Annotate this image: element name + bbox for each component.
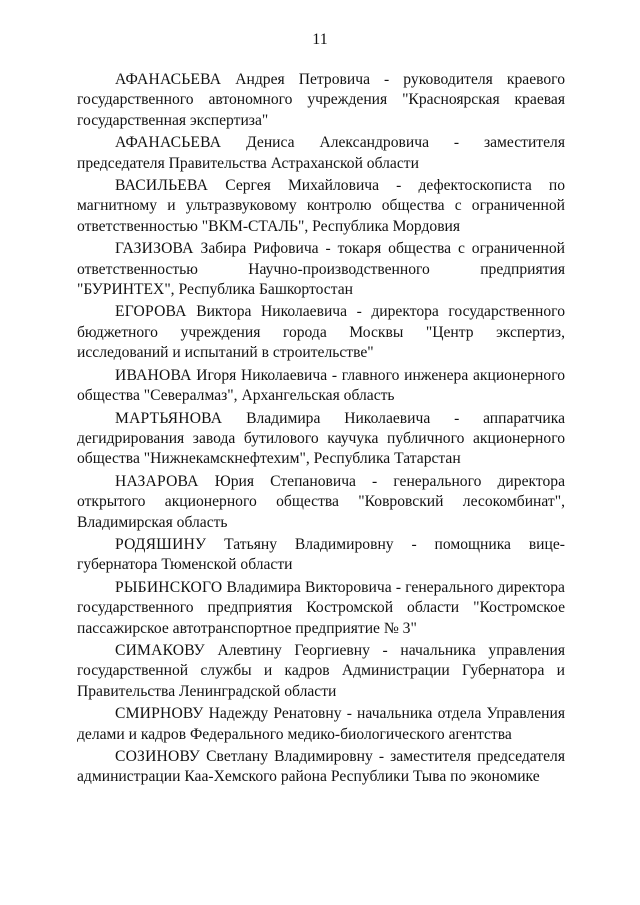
entry-text: Надежду Ренатовну - начальника отдела Управления делами и кадров Федерального медико-биологического агентства	[77, 705, 565, 743]
entry-surname: МАРТЬЯНОВА	[115, 409, 223, 427]
list-item	[77, 535, 565, 576]
entry-surname: РОДЯШИНУ	[115, 535, 207, 553]
list-item	[77, 70, 565, 131]
entry-text: Андрея Петровича - руководителя краевого государственного автономного учреждения "Красноярская краевая государственная экспертиза"	[77, 71, 565, 129]
award-list	[77, 70, 565, 790]
entry-text: Юрия Степановича - генерального директора открытого акционерного общества "Ковровский лесокомбинат", Владимирская область	[77, 472, 565, 531]
entry-surname: СМИРНОВУ	[115, 705, 204, 723]
list-item	[77, 133, 565, 174]
list-item	[77, 641, 565, 702]
entry-text: Виктора Николаевича - директора государственного бюджетного учреждения города Москвы "Центр экспертиз, исследований и испытаний в строительстве"	[77, 303, 565, 362]
entry-surname: ИВАНОВА	[115, 366, 192, 384]
entry-surname: АФАНАСЬЕВА	[115, 134, 222, 152]
entry-surname: ГАЗИЗОВА	[115, 240, 194, 258]
entry-text: Дениса Александровича - заместителя председателя Правительства Астраханской области	[77, 134, 566, 172]
entry-text: Татьяну Владимировну - помощника вице-губернатора Тюменской области	[77, 535, 565, 574]
entry-surname: ЕГОРОВА	[115, 303, 187, 321]
entry-text: Забира Рифовича - токаря общества с ограниченной ответственностью Научно-производственного предприятия "БУРИНТЕХ", Республика Башкортостан	[77, 240, 565, 299]
entry-text: Алевтину Георгиевну - начальника управления государственной службы и кадров Администрации Губернатора и Правительства Ленинградской области	[77, 641, 565, 700]
entry-surname: СОЗИНОВУ	[115, 748, 201, 765]
entry-text: Владимира Викторовича - генерального директора государственного предприятия Костромской области "Костромское пассажирское автотранспортное предприятие № 3"	[77, 578, 565, 637]
list-item	[77, 578, 565, 639]
entry-text: Светлану Владимировну - заместителя председателя администрации Каа-Хемского района Республики Тыва по экономике	[77, 748, 566, 786]
list-item	[77, 366, 565, 407]
page-number: 11	[312, 31, 328, 48]
entry-surname: АФАНАСЬЕВА	[115, 71, 222, 88]
entry-surname: РЫБИНСКОГО	[115, 578, 223, 596]
entry-text: Игоря Николаевича - главного инженера акционерного общества "Севералмаз", Архангельская область	[77, 366, 565, 405]
entry-surname: НАЗАРОВА	[115, 472, 199, 490]
list-item	[77, 704, 565, 745]
list-item	[77, 239, 565, 300]
list-item	[77, 176, 565, 237]
list-item	[77, 409, 565, 470]
list-item	[77, 747, 565, 788]
entry-text: Владимира Николаевича - аппаратчика дегидрирования завода бутилового каучука публичного акционерного общества "Нижнекамскнефтехим", Республика Татарстан	[77, 409, 565, 468]
list-item	[77, 302, 565, 363]
entry-surname: СИМАКОВУ	[115, 641, 205, 659]
list-item	[77, 472, 565, 533]
entry-surname: ВАСИЛЬЕВА	[115, 177, 209, 195]
entry-text: Сергея Михайловича - дефектоскописта по магнитному и ультразвуковому контролю общества с ограниченной ответственностью "ВКМ-СТАЛЬ", Республика Мордовия	[77, 177, 565, 235]
